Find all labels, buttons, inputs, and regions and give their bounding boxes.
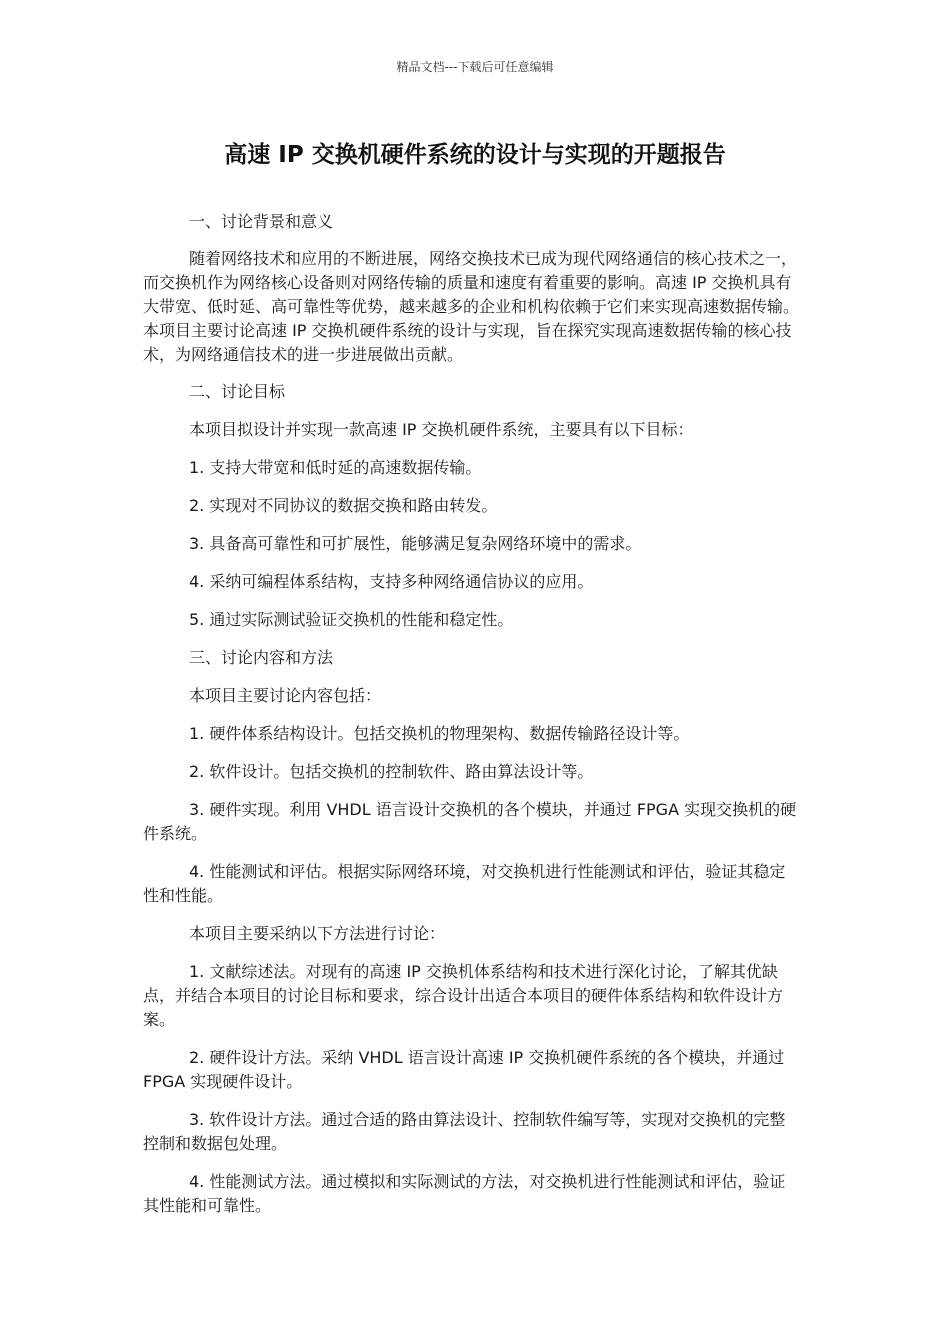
background-paragraph: 随着网络技术和应用的不断进展，网络交换技术已成为现代网络通信的核心技术之一，而交换机作为网络核心设备则对网络传输的质量和速度有着重要的影响。高速 IP 交换机具有大带宽、低时延、高可靠性等优势，越来越多的企业和机构依赖于它们来实现高速数据传输。本项目主要讨论高速 IP 交换机硬件系统的设计与实现，旨在探究实现高速数据传输的核心技术，为网络通信技术的进一步进展做出贡献。	[143, 249, 800, 364]
content-item: 1. 硬件体系结构设计。包括交换机的物理架构、数据传输路径设计等。	[189, 724, 690, 743]
method-item: 3. 软件设计方法。通过合适的路由算法设计、控制软件编写等，实现对交换机的完整控制和数据包处理。	[143, 1110, 786, 1153]
goal-item: 5. 通过实际测试验证交换机的性能和稳定性。	[189, 610, 514, 629]
section-heading-background: 一、讨论背景和意义	[189, 212, 334, 231]
method-intro: 本项目主要采纳以下方法进行讨论：	[189, 924, 446, 943]
content-item: 4. 性能测试和评估。根据实际网络环境，对交换机进行性能测试和评估，验证其稳定性和性能。	[143, 862, 786, 905]
method-item: 2. 硬件设计方法。采纳 VHDL 语言设计高速 IP 交换机硬件系统的各个模块，并通过 FPGA 实现硬件设计。	[143, 1048, 785, 1091]
header-note: 精品文档---下载后可任意编辑	[396, 60, 554, 74]
content-intro: 本项目主要讨论内容包括：	[189, 686, 382, 705]
section-heading-content-methods: 三、讨论内容和方法	[189, 648, 334, 667]
document-title: 高速 IP 交换机硬件系统的设计与实现的开题报告	[224, 142, 726, 168]
content-item: 2. 软件设计。包括交换机的控制软件、路由算法设计等。	[189, 762, 594, 781]
goal-item: 1. 支持大带宽和低时延的高速数据传输。	[189, 458, 482, 477]
content-item: 3. 硬件实现。利用 VHDL 语言设计交换机的各个模块，并通过 FPGA 实现交换机的硬件系统。	[143, 800, 797, 843]
goals-intro: 本项目拟设计并实现一款高速 IP 交换机硬件系统，主要具有以下目标：	[189, 420, 694, 439]
goal-item: 3. 具备高可靠性和可扩展性，能够满足复杂网络环境中的需求。	[189, 534, 642, 553]
goal-item: 4. 采纳可编程体系结构，支持多种网络通信协议的应用。	[189, 572, 594, 591]
document-body	[143, 210, 801, 1218]
method-item: 1. 文献综述法。对现有的高速 IP 交换机体系结构和技术进行深化讨论，了解其优缺点，并结合本项目的讨论目标和要求，综合设计出适合本项目的硬件体系结构和软件设计方案。	[143, 962, 784, 1029]
section-heading-goals: 二、讨论目标	[189, 382, 286, 401]
goal-item: 2. 实现对不同协议的数据交换和路由转发。	[189, 496, 498, 515]
method-item: 4. 性能测试方法。通过模拟和实际测试的方法，对交换机进行性能测试和评估，验证其性能和可靠性。	[143, 1172, 786, 1215]
